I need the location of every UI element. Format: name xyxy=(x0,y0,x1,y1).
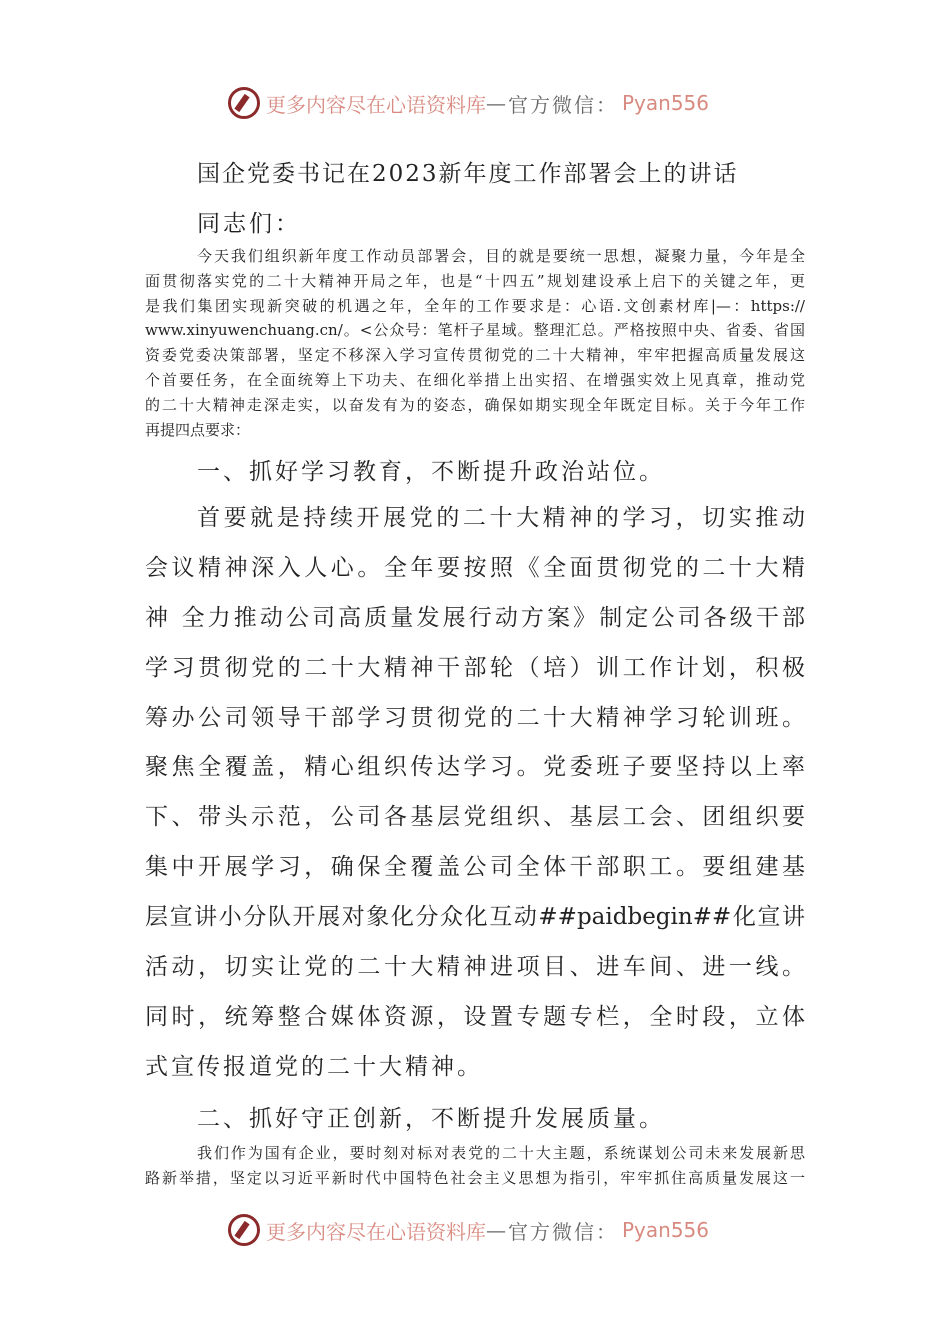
text-line: 首要就是持续开展党的二十大精神的学习，切实推动 xyxy=(197,505,805,531)
watermark-brand: 更多内容尽在心语资料库 xyxy=(266,1219,486,1244)
watermark-brand: 更多内容尽在心语资料库 xyxy=(266,92,486,117)
section-heading-1: 一、抓好学习教育，不断提升政治站位。 xyxy=(197,459,665,485)
text-line: 个首要任务，在全面统筹上下功夫、在细化举措上出实招、在增强实效上见真章，推动党 xyxy=(145,370,805,389)
text-line: 活动，切实让党的二十大精神进项目、进车间、进一线。 xyxy=(145,954,805,981)
section-heading-2: 二、抓好守正创新，不断提升发展质量。 xyxy=(197,1106,665,1132)
section1-paragraph xyxy=(145,494,805,1093)
text-line: 集中开展学习，确保全覆盖公司全体干部职工。要组建基 xyxy=(145,854,805,881)
text-line: 筹办公司领导干部学习贯彻党的二十大精神学习轮训班。 xyxy=(145,704,805,731)
text-line: 神 全力推动公司高质量发展行动方案》制定公司各级干部 xyxy=(145,604,805,631)
watermark-wechat-id: Pyan556 xyxy=(622,91,710,115)
text-line: 下、带头示范，公司各基层党组织、基层工会、团组织要 xyxy=(145,804,805,831)
text-line: 同时，统筹整合媒体资源，设置专题专栏，全时段，立体 xyxy=(145,1003,805,1030)
text-line: 层宣讲小分队开展对象化分众化互动##paidbegin##化宣讲 xyxy=(145,904,805,931)
pen-logo-icon xyxy=(228,1214,260,1246)
pen-logo-icon xyxy=(228,87,260,119)
text-line: 会议精神深入人心。全年要按照《全面贯彻党的二十大精 xyxy=(145,554,805,581)
header-watermark xyxy=(228,85,709,121)
watermark-wechat-label: 官方微信： xyxy=(508,1219,618,1244)
greeting: 同志们： xyxy=(197,211,301,237)
text-line: 再提四点要求： xyxy=(145,420,251,439)
text-line: 的二十大精神走深走实，以奋发有为的姿态，确保如期实现全年既定目标。关于今年工作 xyxy=(145,395,805,414)
text-line: www.xinyuwenchuang.cn/。<公众号：笔杆子星域。整理汇总。严格按照中央、省委、省国 xyxy=(145,321,805,340)
watermark-dash: — xyxy=(486,91,508,115)
text-line: 今天我们组织新年度工作动员部署会，目的就是要统一思想，凝聚力量，今年是全 xyxy=(197,247,805,265)
text-line: 资委党委决策部署，坚定不移深入学习宣传贯彻党的二十大精神，牢牢把握高质量发展这 xyxy=(145,346,805,365)
watermark-wechat-id: Pyan556 xyxy=(622,1218,710,1242)
text-line: 路新举措，坚定以习近平新时代中国特色社会主义思想为指引，牢牢抓住高质量发展这一 xyxy=(145,1168,805,1187)
watermark-dash: — xyxy=(486,1218,508,1242)
section2-paragraph xyxy=(145,1141,805,1191)
footer-watermark xyxy=(228,1212,709,1248)
intro-paragraph xyxy=(145,244,805,442)
watermark-wechat-label: 官方微信： xyxy=(508,92,618,117)
text-line: 式宣传报道党的二十大精神。 xyxy=(145,1053,483,1080)
text-line: 我们作为国有企业，要时刻对标对表党的二十大主题，系统谋划公司未来发展新思 xyxy=(197,1144,805,1162)
text-line: 是我们集团实现新突破的机遇之年，全年的工作要求是：心语.文创素材库|—：https:// xyxy=(145,296,805,315)
text-line: 聚焦全覆盖，精心组织传达学习。党委班子要坚持以上率 xyxy=(145,754,805,781)
document-title: 国企党委书记在2023新年度工作部署会上的讲话 xyxy=(197,161,739,187)
text-line: 学习贯彻党的二十大精神干部轮（培）训工作计划，积极 xyxy=(145,654,805,681)
text-line: 面贯彻落实党的二十大精神开局之年，也是“十四五”规划建设承上启下的关键之年，更 xyxy=(145,271,805,290)
